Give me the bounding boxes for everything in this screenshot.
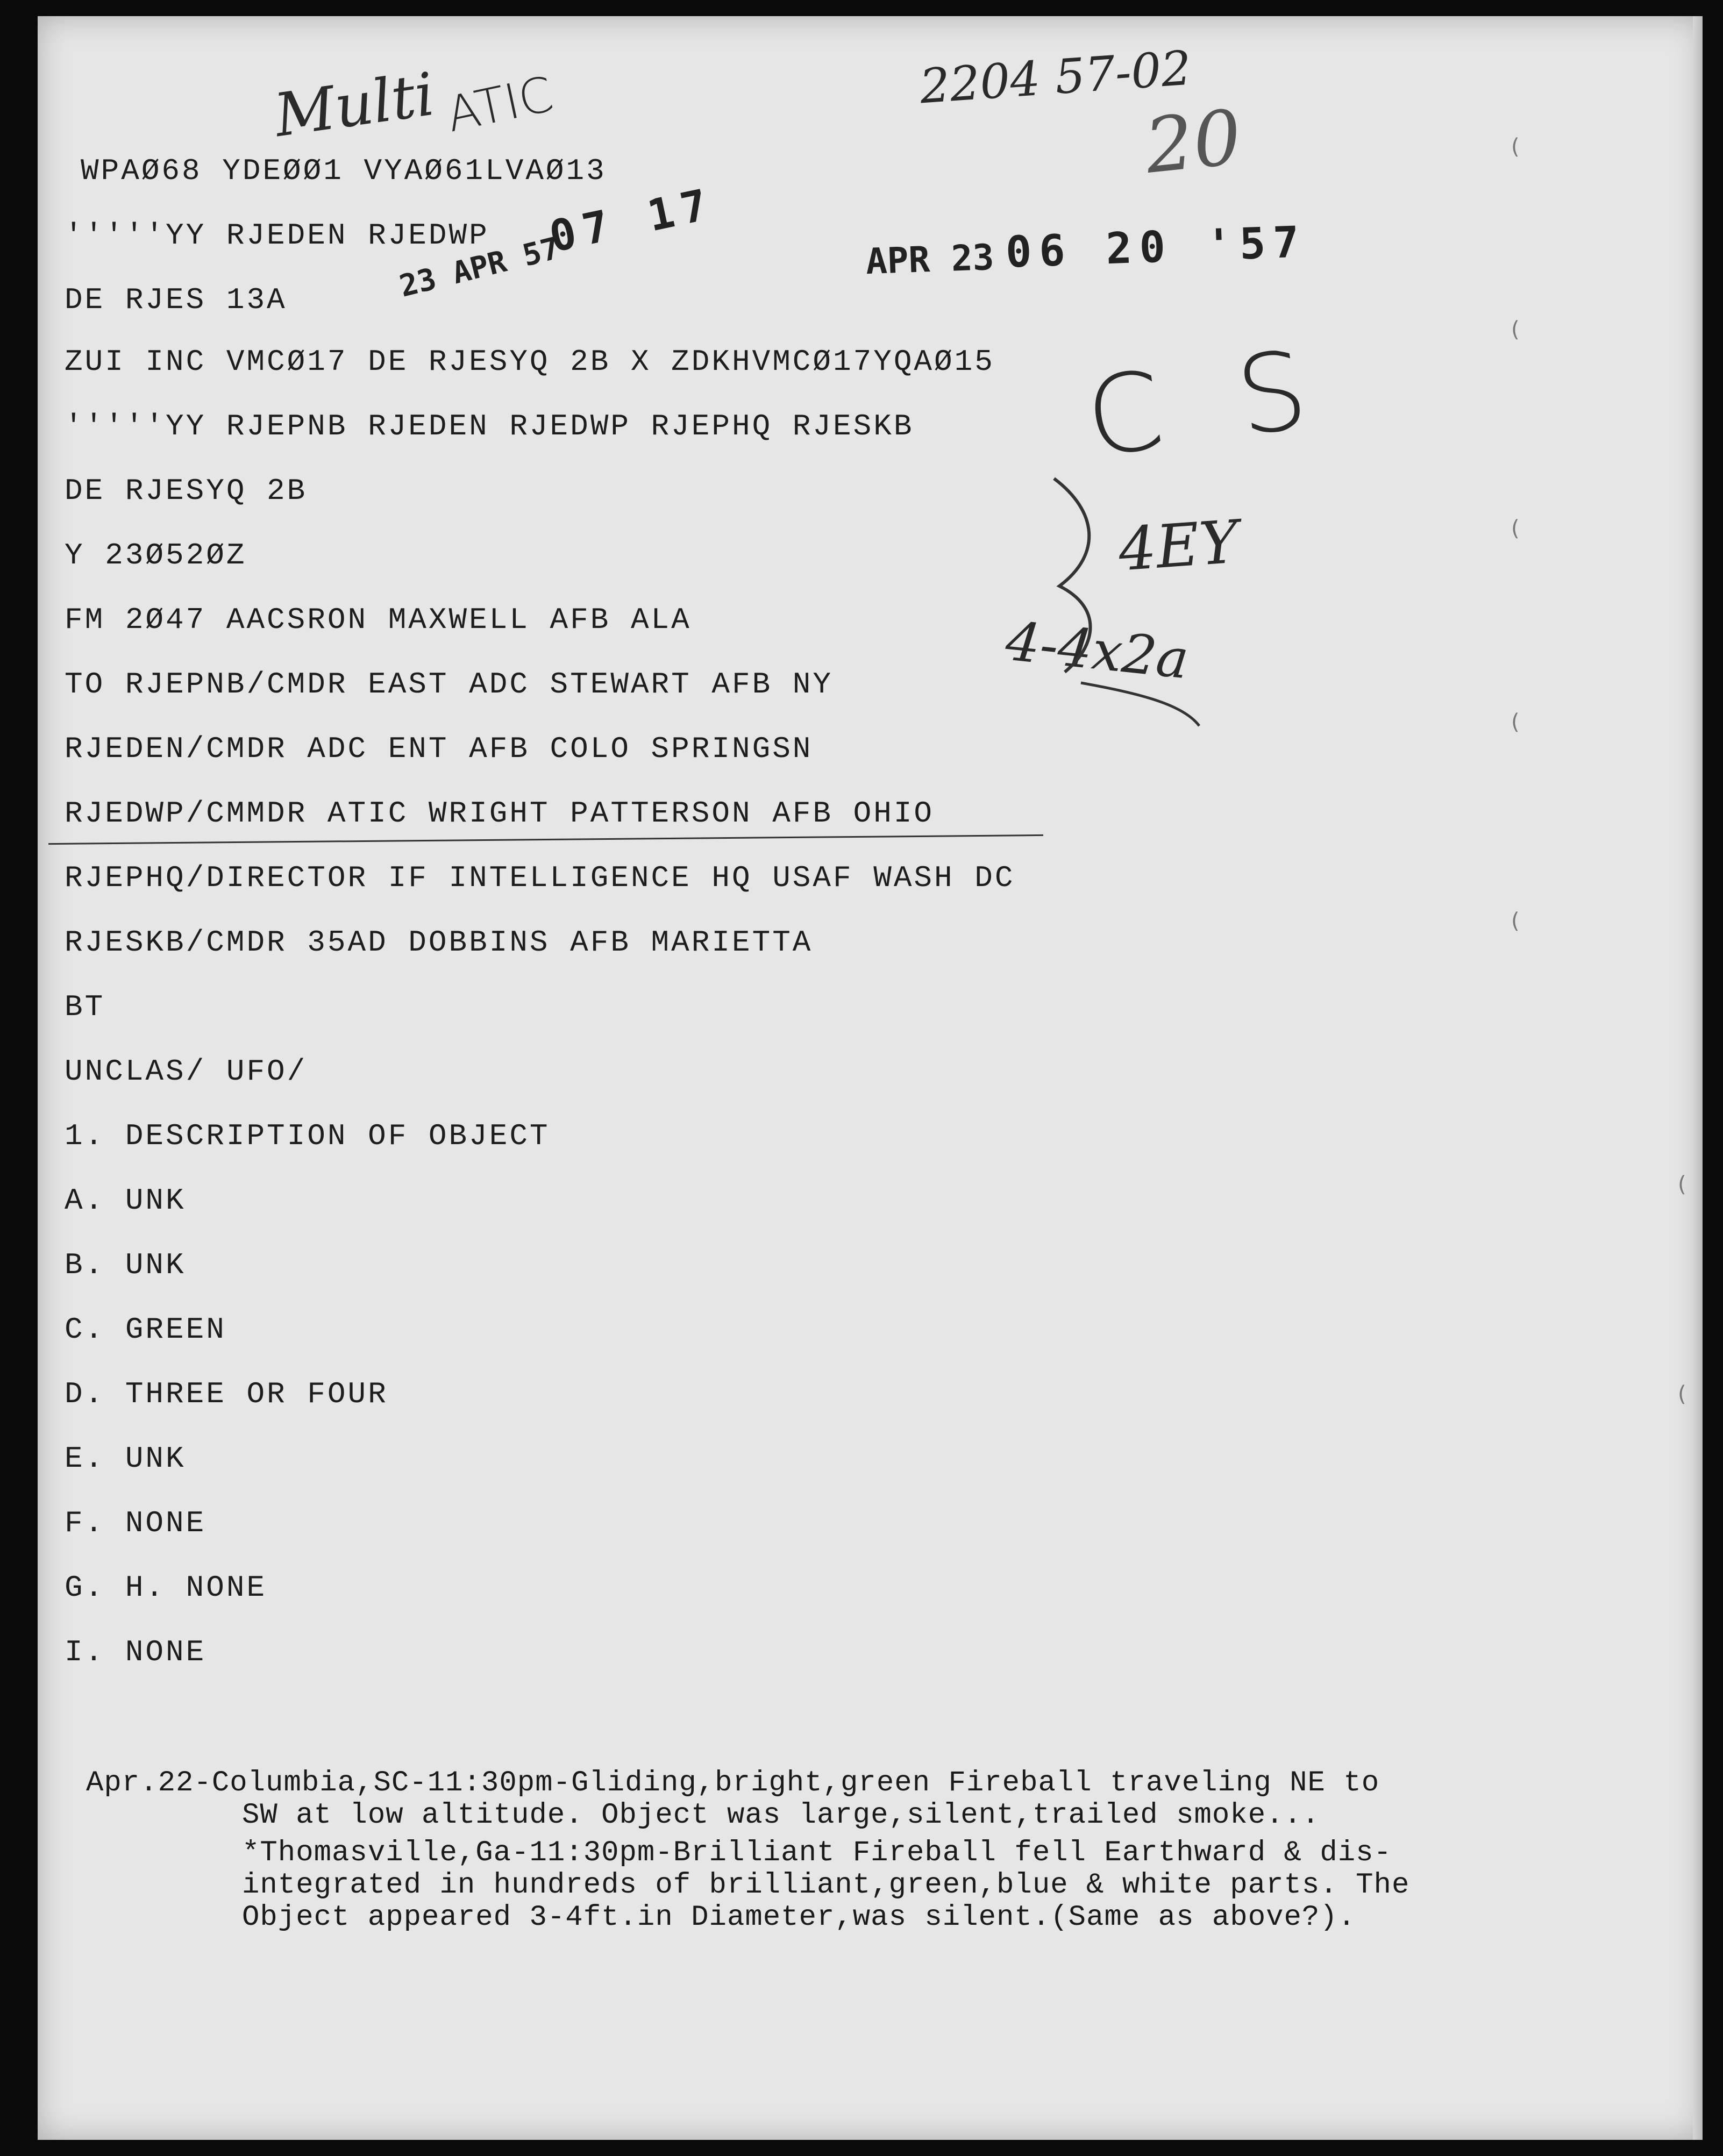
teletype-line-18: B. UNK — [65, 1248, 186, 1282]
handwritten-file-number: 2204 57-02 — [917, 40, 1193, 115]
note-line-4: integrated in hundreds of brilliant,green,blue & white parts. The — [242, 1869, 1410, 1902]
teletype-line-22: F. NONE — [65, 1506, 207, 1540]
teletype-line-11: RJEDWP/CMMDR ATIC WRIGHT PATTERSON AFB OHIO — [65, 796, 935, 831]
teletype-line-16: 1. DESCRIPTION OF OBJECT — [65, 1119, 550, 1153]
teletype-line-3: DE RJES 13A — [65, 283, 287, 317]
document-page — [38, 16, 1703, 2140]
teletype-line-24: I. NONE — [65, 1635, 207, 1669]
second-time-stamp: 06 20 '57 — [1005, 217, 1307, 277]
note-line-5: Object appeared 3-4ft.in Diameter,was silent.(Same as above?). — [242, 1901, 1356, 1934]
note-line-1: Apr.22-Columbia,SC-11:30pm-Gliding,bright,green Fireball traveling NE to — [86, 1767, 1380, 1800]
teletype-line-19: C. GREEN — [65, 1312, 226, 1347]
handwritten-cs: C S — [1078, 324, 1336, 482]
teletype-line-21: E. UNK — [65, 1441, 186, 1476]
teletype-line-1: WPAØ68 YDEØØ1 VYAØ61LVAØ13 — [81, 154, 607, 188]
margin-tick: ( — [1511, 909, 1520, 933]
teletype-line-2: '''''YY RJEDEN RJEDWP — [65, 218, 489, 253]
handwritten-underline — [48, 834, 1043, 845]
teletype-line-5: '''''YY RJEPNB RJEDEN RJEDWP RJEPHQ RJESKB — [65, 409, 914, 444]
handwritten-file-number-2: 20 — [1141, 94, 1246, 191]
teletype-line-12: RJEPHQ/DIRECTOR IF INTELLIGENCE HQ USAF WASH DC — [65, 861, 1015, 895]
teletype-line-6: DE RJESYQ 2B — [65, 474, 308, 508]
teletype-line-10: RJEDEN/CMDR ADC ENT AFB COLO SPRINGSN — [65, 732, 813, 766]
teletype-line-9: TO RJEPNB/CMDR EAST ADC STEWART AFB NY — [65, 667, 834, 702]
teletype-line-8: FM 2Ø47 AACSRON MAXWELL AFB ALA — [65, 603, 692, 637]
margin-tick: ( — [1511, 516, 1520, 541]
teletype-line-14: BT — [65, 990, 105, 1024]
margin-tick: ( — [1678, 1382, 1686, 1407]
note-line-2: SW at low altitude. Object was large,silent,trailed smoke... — [242, 1799, 1320, 1832]
teletype-line-7: Y 23Ø52ØZ — [65, 538, 247, 573]
handwritten-margin-note-1: 4EY — [1116, 507, 1241, 584]
teletype-line-17: A. UNK — [65, 1183, 186, 1218]
received-time-stamp: 07 17 — [545, 178, 719, 262]
handwritten-atic: ATIC — [442, 66, 558, 144]
margin-tick: ( — [1511, 317, 1520, 342]
page-edge — [1693, 16, 1703, 2140]
second-date-stamp: APR 23 — [865, 236, 995, 283]
teletype-line-13: RJESKB/CMDR 35AD DOBBINS AFB MARIETTA — [65, 925, 813, 960]
margin-tick: ( — [1678, 1172, 1686, 1197]
handwritten-bracket-marks — [1022, 468, 1162, 737]
note-line-3: *Thomasville,Ga-11:30pm-Brilliant Fireball fell Earthward & dis- — [242, 1837, 1392, 1869]
received-date-stamp: 23 APR 57 — [396, 231, 563, 304]
teletype-line-15: UNCLAS/ UFO/ — [65, 1054, 308, 1089]
handwritten-margin-note-2: 4-4x2a — [1002, 609, 1192, 691]
teletype-line-23: G. H. NONE — [65, 1570, 267, 1605]
handwritten-scrawl-top-left: Multi — [270, 59, 439, 151]
margin-tick: ( — [1511, 134, 1520, 159]
teletype-line-4: ZUI INC VMCØ17 DE RJESYQ 2B X ZDKHVMCØ17YQAØ15 — [65, 345, 995, 379]
margin-tick: ( — [1511, 710, 1520, 734]
teletype-line-20: D. THREE OR FOUR — [65, 1377, 388, 1411]
